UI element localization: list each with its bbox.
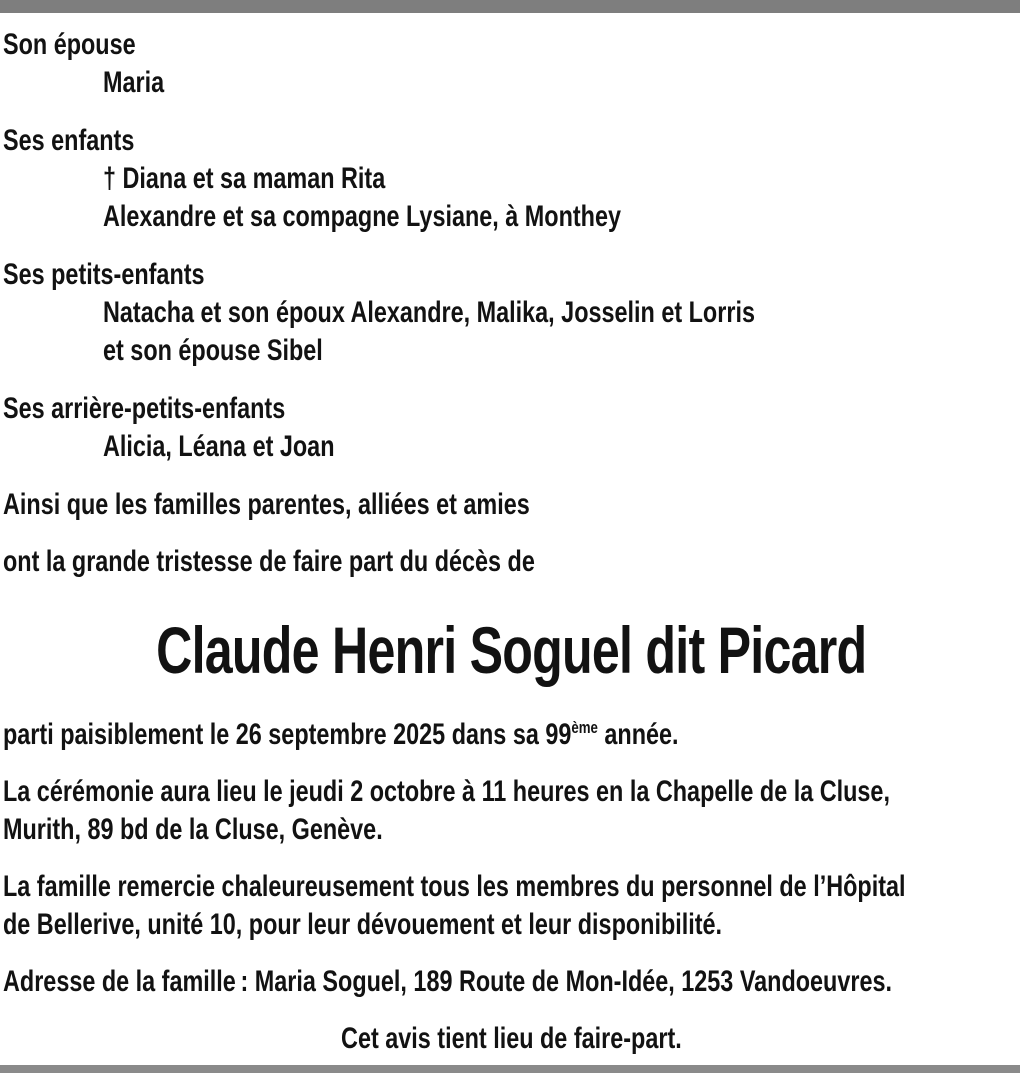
family-name-line <box>3 160 1020 198</box>
ceremony-line <box>3 811 1020 849</box>
top-border-bar <box>0 0 1020 13</box>
closing-text: Cet avis tient lieu de faire-part. <box>341 1022 682 1055</box>
family-group-children <box>3 122 1020 236</box>
family-label-text: Ses enfants <box>3 124 135 157</box>
family-label <box>3 256 1020 294</box>
relatives-line <box>3 486 1020 524</box>
passing-text <box>3 709 679 754</box>
thanks-line <box>3 868 1020 906</box>
passing-line <box>3 709 1020 754</box>
ceremony-line-text: La cérémonie aura lieu le jeudi 2 octobre à 11 heures en la Chapelle de la Cluse, <box>3 775 890 808</box>
family-name-line <box>3 198 1020 236</box>
thanks-paragraph <box>3 868 1020 944</box>
family-group-grandchildren <box>3 256 1020 370</box>
family-name-text: Natacha et son époux Alexandre, Malika, Josselin et Lorris <box>103 296 755 329</box>
family-label <box>3 122 1020 160</box>
family-name-text: Alicia, Léana et Joan <box>103 430 335 463</box>
relatives-text: Ainsi que les familles parentes, alliées et amies <box>3 488 530 521</box>
notice-content <box>0 13 1020 1058</box>
family-name-line <box>3 332 1020 370</box>
ceremony-paragraph <box>3 773 1020 849</box>
thanks-line <box>3 906 1020 944</box>
address-text: Adresse de la famille : Maria Soguel, 189 Route de Mon-Idée, 1253 Vandoeuvres. <box>3 965 893 998</box>
family-name-text: Maria <box>103 66 165 99</box>
thanks-line-text: La famille remercie chaleureusement tous les membres du personnel de l’Hôpital <box>3 870 906 903</box>
family-name-text: Alexandre et sa compagne Lysiane, à Monthey <box>103 200 622 233</box>
deceased-name-text: Claude Henri Soguel dit Picard <box>156 613 867 687</box>
closing-line <box>3 1020 1020 1058</box>
family-name-line <box>3 294 1020 332</box>
family-name-text: et son épouse Sibel <box>103 334 323 367</box>
address-line <box>3 963 1020 1001</box>
family-group-great-grandchildren <box>3 390 1020 466</box>
ceremony-line <box>3 773 1020 811</box>
ceremony-line-text: Murith, 89 bd de la Cluse, Genève. <box>3 813 383 846</box>
family-label-text: Son épouse <box>3 28 136 61</box>
family-label-text: Ses arrière-petits-enfants <box>3 392 286 425</box>
announcement-text: ont la grande tristesse de faire part du décès de <box>3 545 535 578</box>
passing-text-before: parti paisiblement le 26 septembre 2025 dans sa 99 <box>3 718 572 751</box>
family-name-line <box>3 64 1020 102</box>
bottom-border-bar <box>0 1065 1020 1073</box>
family-name-line <box>3 428 1020 466</box>
family-name-text: † Diana et sa maman Rita <box>103 162 386 195</box>
family-group-spouse <box>3 26 1020 102</box>
family-label-text: Ses petits-enfants <box>3 258 205 291</box>
family-label <box>3 26 1020 64</box>
thanks-line-text: de Bellerive, unité 10, pour leur dévouement et leur disponibilité. <box>3 908 723 941</box>
family-label <box>3 390 1020 428</box>
ordinal-superscript: ème <box>571 718 598 737</box>
passing-text-after: année. <box>597 718 679 751</box>
deceased-name-title <box>3 610 1020 690</box>
announcement-line <box>3 543 1020 581</box>
